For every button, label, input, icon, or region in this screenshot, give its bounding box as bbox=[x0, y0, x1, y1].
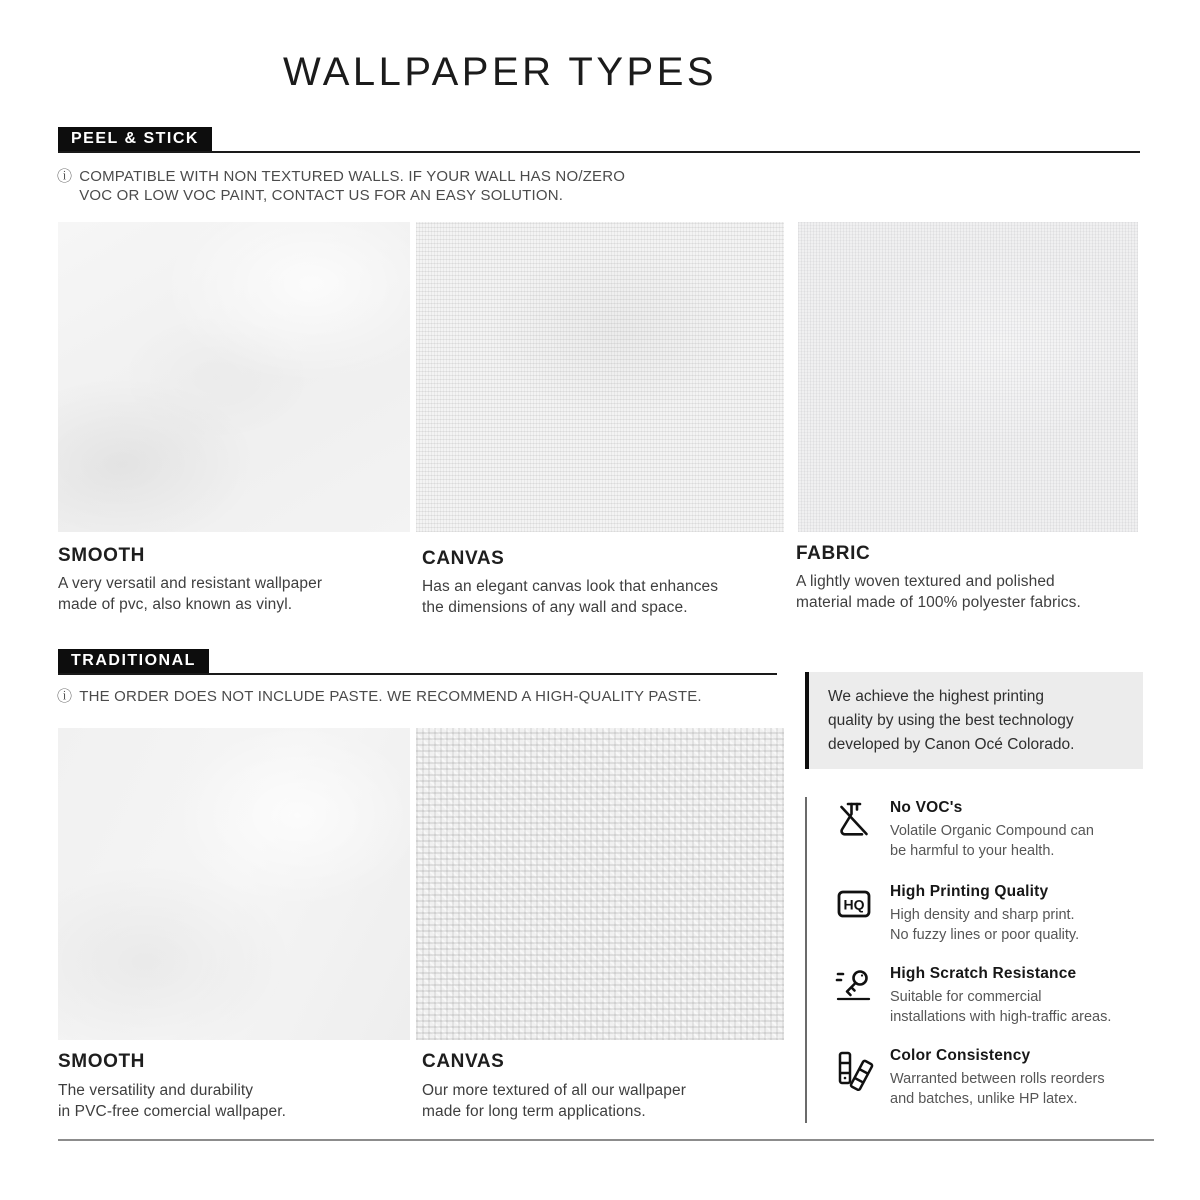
feature-no-voc bbox=[834, 799, 1164, 861]
texture-sample-fabric-peel-stick bbox=[798, 222, 1138, 532]
sample-desc-fabric: A lightly woven textured and polished material made of 100% polyester fabrics. bbox=[796, 573, 1081, 611]
section-rule-peel-and-stick bbox=[58, 151, 1140, 153]
sample-name-smooth-traditional: SMOOTH bbox=[58, 1051, 145, 1072]
feature-high-printing-quality bbox=[834, 883, 1164, 945]
section-rule-traditional bbox=[58, 673, 777, 675]
feature-desc: Warranted between rolls reorders and batches, unlike HP latex. bbox=[890, 1071, 1105, 1107]
sample-name-canvas: CANVAS bbox=[422, 548, 505, 569]
scratched-key-icon bbox=[834, 965, 874, 1009]
texture-sample-canvas-traditional bbox=[416, 728, 784, 1040]
sample-desc-smooth: A very versatil and resistant wallpaper made of pvc, also known as vinyl. bbox=[58, 575, 323, 613]
texture-sample-canvas-peel-stick bbox=[416, 222, 784, 532]
sample-name-fabric: FABRIC bbox=[796, 543, 871, 564]
sample-desc-smooth-traditional: The versatility and durability in PVC-free comercial wallpaper. bbox=[58, 1082, 287, 1120]
peel-stick-note-text: COMPATIBLE WITH NON TEXTURED WALLS. IF YOUR WALL HAS NO/ZERO VOC OR LOW VOC PAINT, CONTACT US FOR AN EASY SOLUTION. bbox=[79, 168, 626, 204]
sample-desc-canvas: Has an elegant canvas look that enhances the dimensions of any wall and space. bbox=[422, 578, 719, 616]
svg-text:HQ: HQ bbox=[843, 896, 865, 913]
feature-color-consistency bbox=[834, 1047, 1164, 1109]
hq-badge-icon bbox=[834, 883, 874, 927]
feature-title: Color Consistency bbox=[890, 1047, 1031, 1064]
bottom-divider-rule bbox=[58, 1139, 1154, 1141]
sample-name-smooth: SMOOTH bbox=[58, 545, 145, 566]
feature-title: No VOC's bbox=[890, 799, 963, 816]
feature-high-scratch-resistance bbox=[834, 965, 1164, 1027]
color-swatches-icon bbox=[834, 1047, 874, 1091]
info-icon: ⓘ bbox=[57, 168, 73, 185]
feature-title: High Printing Quality bbox=[890, 883, 1049, 900]
feature-list-rail bbox=[805, 797, 807, 1123]
feature-desc: High density and sharp print. No fuzzy lines or poor quality. bbox=[890, 907, 1080, 943]
traditional-note bbox=[57, 687, 702, 706]
section-label-peel-and-stick: PEEL & STICK bbox=[58, 127, 212, 153]
page-title: WALLPAPER TYPES bbox=[282, 50, 718, 94]
sample-desc-canvas-traditional: Our more textured of all our wallpaper made for long term applications. bbox=[422, 1082, 686, 1120]
info-icon: ⓘ bbox=[57, 688, 73, 705]
traditional-note-text: THE ORDER DOES NOT INCLUDE PASTE. WE RECOMMEND A HIGH-QUALITY PASTE. bbox=[79, 688, 702, 705]
printing-quality-callout: We achieve the highest printing quality by using the best technology developed by Canon Océ Colorado. bbox=[809, 672, 1143, 769]
feature-desc: Volatile Organic Compound can be harmful to your health. bbox=[890, 823, 1094, 859]
feature-title: High Scratch Resistance bbox=[890, 965, 1077, 982]
peel-stick-note bbox=[57, 167, 625, 205]
sample-name-canvas-traditional: CANVAS bbox=[422, 1051, 505, 1072]
no-voc-flask-icon bbox=[834, 799, 874, 843]
section-label-traditional: TRADITIONAL bbox=[58, 649, 209, 675]
feature-desc: Suitable for commercial installations with high-traffic areas. bbox=[890, 989, 1112, 1025]
texture-sample-smooth-traditional bbox=[58, 728, 410, 1040]
texture-sample-smooth-peel-stick bbox=[58, 222, 410, 532]
